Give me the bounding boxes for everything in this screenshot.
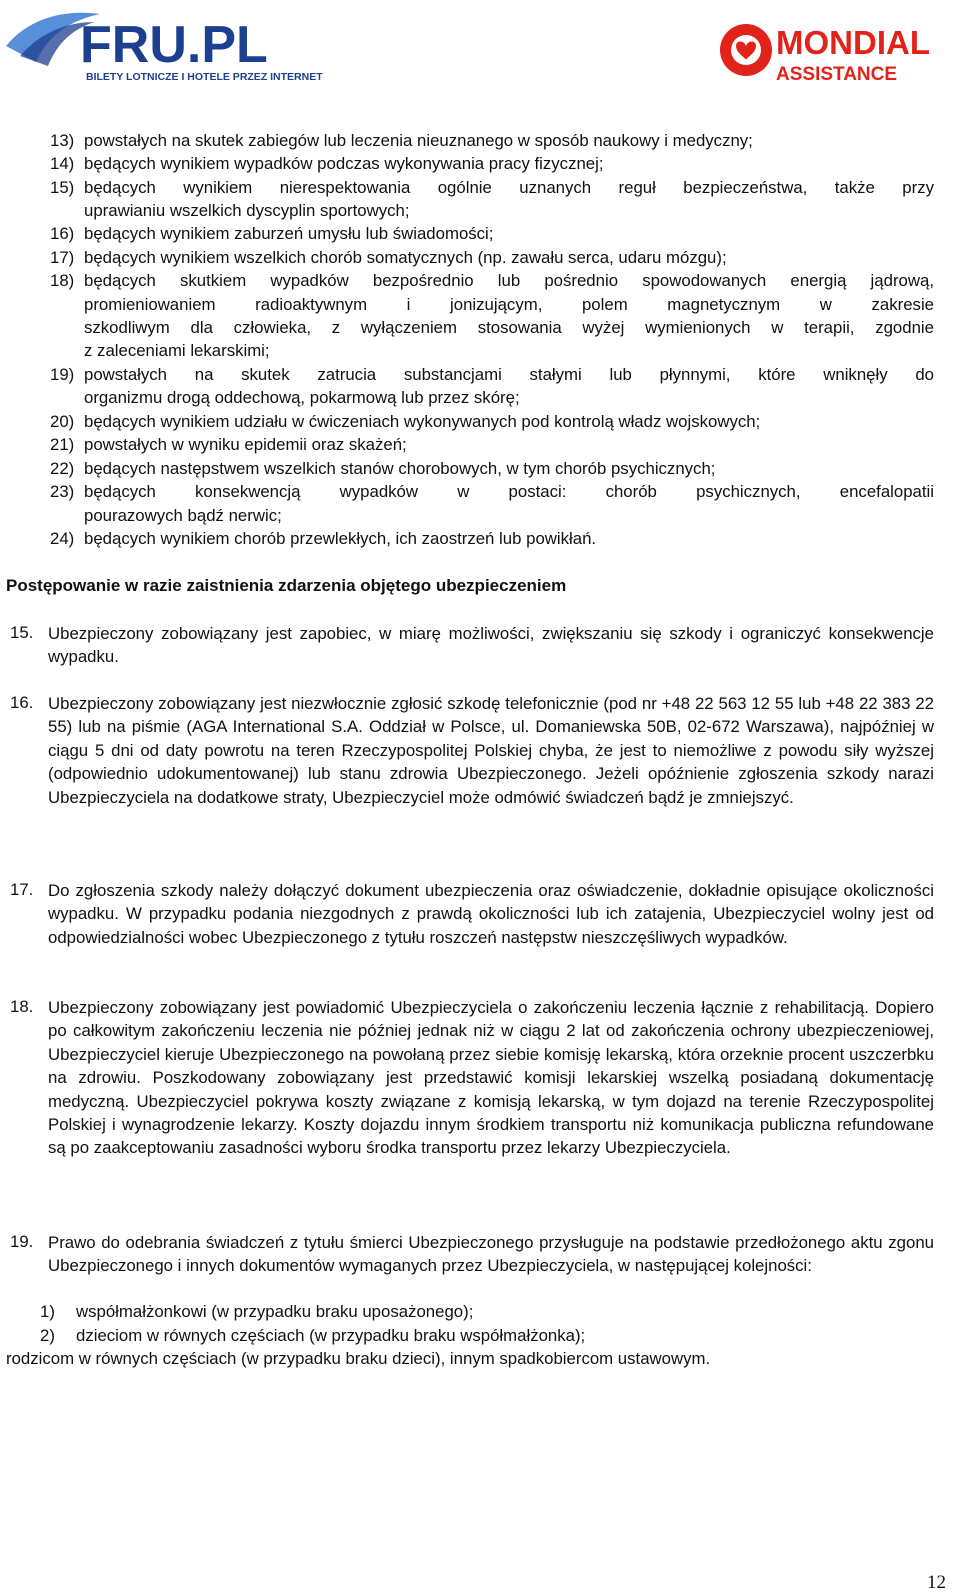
exclusion-number: 20) [50, 412, 75, 431]
exclusion-number: 22) [50, 459, 75, 478]
exclusion-text: będących wynikiem wszelkich chorób somatycznych (np. zawału serca, udaru mózgu); [84, 248, 727, 267]
paragraph-number: 16. [10, 693, 34, 712]
exclusion-text-cont: uprawianiu wszelkich dyscyplin sportowych; [84, 201, 410, 220]
paragraph-18: Ubezpieczony zobowiązany jest powiadomić Ubezpieczyciela o zakończeniu leczenia łącznie z rehabilitacją. Dopiero po całkowitym zakończeniu leczenia nie później jednak niż w ciągu 2 lat od zakończenia ochrony ubezpieczeniowej, Ubezpieczyciel kieruje Ubezpieczonego na powołaną przez siebie komisję lekarską, która orzeknie procent uszczerbku na zdrowiu. Poszkodowany zobowiązany jest przedstawić komisji lekarskiej wszelką posiadaną dokumentację medyczną. Ubezpieczyciel pokrywa koszty związane z komisją lekarską, w tym dojazd na terenie Rzeczypospolitej Polskiej i wynagrodzenie lekarzy. Koszty dojazdu innym środkiem transportu niż komunikacja publiczna refundowane są po zaakceptowaniu zasadności wyboru środka transportu przez lekarzy Ubezpieczyciela. [48, 998, 934, 1158]
exclusion-text: powstałych na skutek zabiegów lub leczenia nieuznanego w sposób naukowy i medyczny; [84, 131, 753, 150]
exclusion-number: 21) [50, 435, 75, 454]
heir-text: współmałżonkowi (w przypadku braku uposażonego); [76, 1302, 474, 1321]
exclusion-number: 23) [50, 482, 75, 501]
heir-number: 1) [40, 1302, 55, 1321]
exclusion-text: będących następstwem wszelkich stanów chorobowych, w tym chorób psychicznych; [84, 459, 716, 478]
exclusion-text: będących wynikiem udziału w ćwiczeniach wykonywanych pod kontrolą władz wojskowych; [84, 412, 761, 431]
fru-tagline: BILETY LOTNICZE I HOTELE PRZEZ INTERNET [86, 71, 323, 83]
exclusion-number: 15) [50, 178, 75, 197]
heir-number: 2) [40, 1326, 55, 1345]
exclusion-text: będących wynikiem chorób przewlekłych, ich zaostrzeń lub powikłań. [84, 529, 597, 548]
exclusion-text: będących konsekwencją wypadków w postaci: chorób psychicznych, encefalopatii [84, 482, 934, 501]
fru-pl-logo [2, 4, 324, 84]
paragraph-number: 19. [10, 1232, 34, 1251]
section-heading: Postępowanie w razie zaistnienia zdarzenia objętego ubezpieczeniem [6, 576, 567, 595]
mondial-line1: MONDIAL [776, 24, 930, 61]
exclusion-text-cont: szkodliwym dla człowieka, z wyłączeniem stosowania wyżej wymienionych w terapii, zgodnie [84, 318, 934, 337]
exclusion-number: 14) [50, 154, 75, 173]
paragraph-number: 18. [10, 997, 34, 1016]
exclusion-text: będących wynikiem zaburzeń umysłu lub świadomości; [84, 224, 494, 243]
fru-brand-text: FRU.PL [80, 16, 268, 74]
exclusion-number: 17) [50, 248, 75, 267]
tail-line: rodzicom w równych częściach (w przypadku braku dzieci), innym spadkobiercom ustawowym. [6, 1349, 711, 1368]
exclusion-number: 13) [50, 131, 75, 150]
mondial-heart-icon [720, 24, 772, 76]
exclusion-text: powstałych na skutek zatrucia substancjami stałymi lub płynnymi, które wniknęły do [84, 365, 934, 384]
paragraph-number: 15. [10, 623, 34, 642]
exclusion-number: 19) [50, 365, 75, 384]
exclusion-text: będących wynikiem nierespektowania ogólnie uznanych reguł bezpieczeństwa, także przy [84, 178, 934, 197]
exclusion-text-cont: z zaleceniami lekarskimi; [84, 341, 270, 360]
page-number: 12 [927, 1572, 946, 1593]
paragraph-15: Ubezpieczony zobowiązany jest zapobiec, w miarę możliwości, zwiększaniu się szkody i ograniczyć konsekwencje wypadku. [48, 624, 934, 667]
exclusion-text-cont: pourazowych bądź nerwic; [84, 506, 282, 525]
exclusion-text: będących wynikiem wypadków podczas wykonywania pracy fizycznej; [84, 154, 604, 173]
exclusion-text-cont: organizmu drogą oddechową, pokarmową lub przez skórę; [84, 388, 520, 407]
exclusion-text: będących skutkiem wypadków bezpośrednio lub pośrednio spowodowanych energią jądrową, [84, 271, 934, 290]
paragraph-16: Ubezpieczony zobowiązany jest niezwłocznie zgłosić szkodę telefonicznie (pod nr +48 22 563 12 55 lub +48 22 383 22 55) lub na piśmie (AGA International S.A. Oddział w Polsce, ul. Domaniewska 50B, 02-672 Warszawa), najpóźniej w ciągu 5 dni od daty powrotu na teren Rzeczypospolitej Polskiej chyba, że jest to niemożliwe z powodu siły wyższej (odpowiednio udokumentowanej) lub stanu zdrowia Ubezpieczonego. Jeżeli opóźnienie zgłoszenia szkody narazi Ubezpieczyciela na dodatkowe straty, Ubezpieczyciel może odmówić świadczeń bądź je zmniejszyć. [48, 694, 934, 807]
exclusion-number: 16) [50, 224, 75, 243]
exclusion-text: powstałych w wyniku epidemii oraz skażeń; [84, 435, 407, 454]
exclusion-text-cont: promieniowaniem radioaktywnym i jonizującym, polem magnetycznym w zakresie [84, 295, 934, 314]
paragraph-number: 17. [10, 880, 34, 899]
paragraph-17: Do zgłoszenia szkody należy dołączyć dokument ubezpieczenia oraz oświadczenie, dokładnie opisujące okoliczności wypadku. W przypadku podania niezgodnych z prawdą okoliczności lub ich zatajenia, Ubezpieczyciel wolny jest od odpowiedzialności wobec Ubezpieczonego z tytułu roszczeń następstw nieszczęśliwych wypadków. [48, 881, 934, 947]
exclusion-number: 24) [50, 529, 75, 548]
exclusion-number: 18) [50, 271, 75, 290]
paragraph-19: Prawo do odebrania świadczeń z tytułu śmierci Ubezpieczonego przysługuje na podstawie przedłożonego aktu zgonu Ubezpieczonego i innych dokumentów wymaganych przez Ubezpieczyciela, w następującej kolejności: [48, 1233, 934, 1276]
heir-text: dzieciom w równych częściach (w przypadku braku współmałżonka); [76, 1326, 586, 1345]
mondial-assistance-logo [716, 16, 956, 86]
mondial-line2: ASSISTANCE [776, 64, 898, 85]
